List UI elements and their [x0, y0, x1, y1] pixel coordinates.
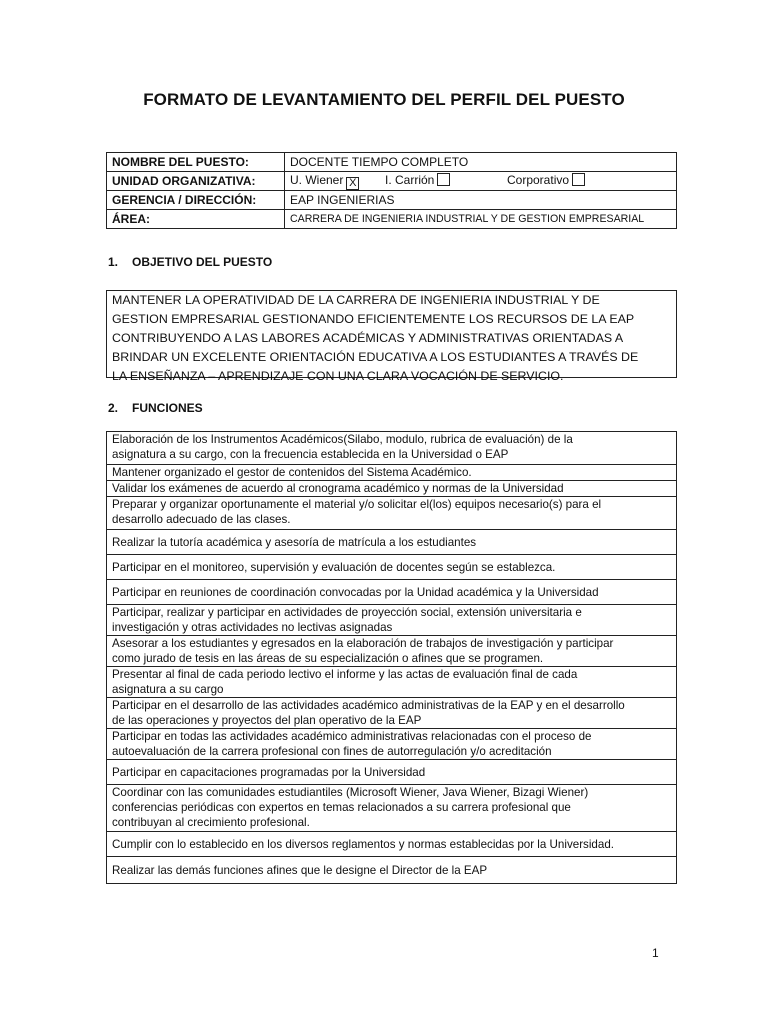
funcion-row [107, 636, 677, 667]
document-title: FORMATO DE LEVANTAMIENTO DEL PERFIL DEL PUESTO [143, 90, 625, 109]
funcion-line: Participar en capacitaciones programadas por la Universidad [112, 765, 426, 779]
funcion-cell [107, 636, 677, 667]
funcion-row [107, 555, 677, 580]
funciones-table [106, 431, 677, 884]
funcion-cell [107, 667, 677, 698]
funcion-line: desarrollo adecuado de las clases. [112, 513, 291, 526]
funcion-line: Realizar la tutoría académica y asesoría de matrícula a los estudiantes [112, 535, 477, 549]
funcion-cell [107, 698, 677, 729]
section-number: 1. [108, 255, 119, 269]
funcion-cell [107, 729, 677, 760]
funcion-row [107, 465, 677, 481]
funcion-cell [107, 832, 677, 857]
funcion-line: Participar en el monitoreo, supervisión y evaluación de docentes según se establezca. [112, 560, 556, 574]
section-title: OBJETIVO DEL PUESTO [132, 255, 273, 269]
funcion-row [107, 698, 677, 729]
funcion-cell [107, 465, 677, 481]
funcion-line: Elaboración de los Instrumentos Académicos(Silabo, modulo, rubrica de evaluación) de la [112, 433, 573, 446]
funcion-row [107, 832, 677, 857]
funcion-line: Mantener organizado el gestor de contenidos del Sistema Académico. [112, 466, 472, 479]
section-heading-objetivo [108, 255, 272, 269]
funcion-row [107, 729, 677, 760]
funcion-line: contribuyan al crecimiento profesional. [112, 816, 310, 829]
funcion-line: Cumplir con lo establecido en los diversos reglamentos y normas establecidas por la Universidad. [112, 837, 614, 851]
funcion-line: como jurado de tesis en las áreas de su especialización o afines que se programen. [112, 652, 544, 665]
objetivo-line: BRINDAR UN EXCELENTE ORIENTACIÓN EDUCATIVA A LOS ESTUDIANTES A TRAVÉS DE [112, 350, 639, 364]
option-label: Corporativo [507, 172, 570, 187]
info-value: DOCENTE TIEMPO COMPLETO [285, 153, 677, 172]
funcion-cell [107, 760, 677, 785]
funcion-cell [107, 580, 677, 605]
checkbox-corporativo[interactable] [572, 173, 585, 186]
info-label: UNIDAD ORGANIZATIVA: [107, 172, 285, 191]
option-corporativo [507, 173, 585, 187]
funcion-line: Participar en todas las actividades académico administrativas relacionadas con el proceso de [112, 730, 592, 743]
funcion-row [107, 667, 677, 698]
objetivo-line: CONTRIBUYENDO A LAS LABORES ACADÉMICAS Y ADMINISTRATIVAS ORIENTADAS A [112, 331, 624, 345]
funcion-cell [107, 497, 677, 530]
section-number: 2. [108, 401, 119, 415]
funcion-row [107, 785, 677, 832]
funcion-row [107, 481, 677, 497]
funcion-line: Participar en reuniones de coordinación convocadas por la Unidad académica y la Universidad [112, 585, 599, 599]
objetivo-line: LA ENSEÑANZA – APRENDIZAJE CON UNA CLARA VOCACIÓN DE SERVICIO. [112, 369, 564, 383]
funcion-line: Validar los exámenes de acuerdo al cronograma académico y normas de la Universidad [112, 482, 564, 495]
funcion-cell [107, 785, 677, 832]
info-value: EAP INGENIERIAS [285, 191, 677, 210]
option-label: I. Carrión [385, 172, 435, 187]
option-u-wiener [290, 173, 385, 190]
funcion-cell [107, 481, 677, 497]
info-row-gerencia [107, 191, 677, 210]
funcion-line: asignatura a su cargo [112, 683, 224, 696]
funcion-line: Participar en el desarrollo de las actividades académico administrativas de la EAP y en el desarrollo [112, 699, 625, 712]
funcion-line: Coordinar con las comunidades estudiantiles (Microsoft Wiener, Java Wiener, Bizagi Wiener) [112, 786, 589, 799]
funcion-line: conferencias periódicas con expertos en temas relacionados a su carrera profesional que [112, 801, 571, 814]
info-row-nombre [107, 153, 677, 172]
funcion-row [107, 530, 677, 555]
funcion-row [107, 605, 677, 636]
section-heading-funciones [108, 401, 203, 415]
funcion-line: Asesorar a los estudiantes y egresados en la elaboración de trabajos de investigación y participar [112, 637, 614, 650]
funcion-line: investigación y otras actividades no lectivas asignadas [112, 621, 393, 634]
funcion-cell [107, 605, 677, 636]
checkbox-u-wiener[interactable]: X [346, 177, 359, 190]
objetivo-box [106, 290, 677, 383]
funcion-cell [107, 530, 677, 555]
funcion-row [107, 497, 677, 530]
info-label: ÁREA: [107, 210, 285, 229]
funcion-cell [107, 555, 677, 580]
funcion-line: de las operaciones y proyectos del plan operativo de la EAP [112, 714, 422, 727]
checkbox-i-carrion[interactable] [437, 173, 450, 186]
info-row-area [107, 210, 677, 229]
funcion-row [107, 857, 677, 884]
info-label: GERENCIA / DIRECCIÓN: [107, 191, 285, 210]
objetivo-line: MANTENER LA OPERATIVIDAD DE LA CARRERA DE INGENIERIA INDUSTRIAL Y DE [112, 293, 600, 307]
funcion-row [107, 432, 677, 465]
funcion-line: Preparar y organizar oportunamente el material y/o solicitar el(los) equipos necesario(s) para el [112, 498, 602, 511]
info-value: CARRERA DE INGENIERIA INDUSTRIAL Y DE GESTION EMPRESARIAL [285, 210, 677, 229]
funcion-cell [107, 432, 677, 465]
option-i-carrion [385, 173, 507, 187]
info-label: NOMBRE DEL PUESTO: [107, 153, 285, 172]
funcion-line: Realizar las demás funciones afines que le designe el Director de la EAP [112, 863, 488, 877]
section-title: FUNCIONES [132, 401, 203, 415]
unidad-options [285, 172, 677, 191]
funcion-cell [107, 857, 677, 884]
funcion-row [107, 760, 677, 785]
option-label: U. Wiener [290, 172, 344, 187]
page-number: 1 [652, 946, 659, 960]
funcion-line: Presentar al final de cada periodo lectivo el informe y las actas de evaluación final de cada [112, 668, 578, 681]
funcion-row [107, 580, 677, 605]
funcion-line: Participar, realizar y participar en actividades de proyección social, extensión universitaria e [112, 606, 582, 619]
funcion-line: autoevaluación de la carrera profesional con fines de autorregulación y/o acreditación [112, 745, 552, 758]
objetivo-line: GESTION EMPRESARIAL GESTIONANDO EFICIENTEMENTE LOS RECURSOS DE LA EAP [112, 312, 635, 326]
job-info-table [106, 152, 677, 229]
funcion-line: asignatura a su cargo, con la frecuencia establecida en la Universidad o EAP [112, 448, 509, 461]
info-row-unidad [107, 172, 677, 191]
